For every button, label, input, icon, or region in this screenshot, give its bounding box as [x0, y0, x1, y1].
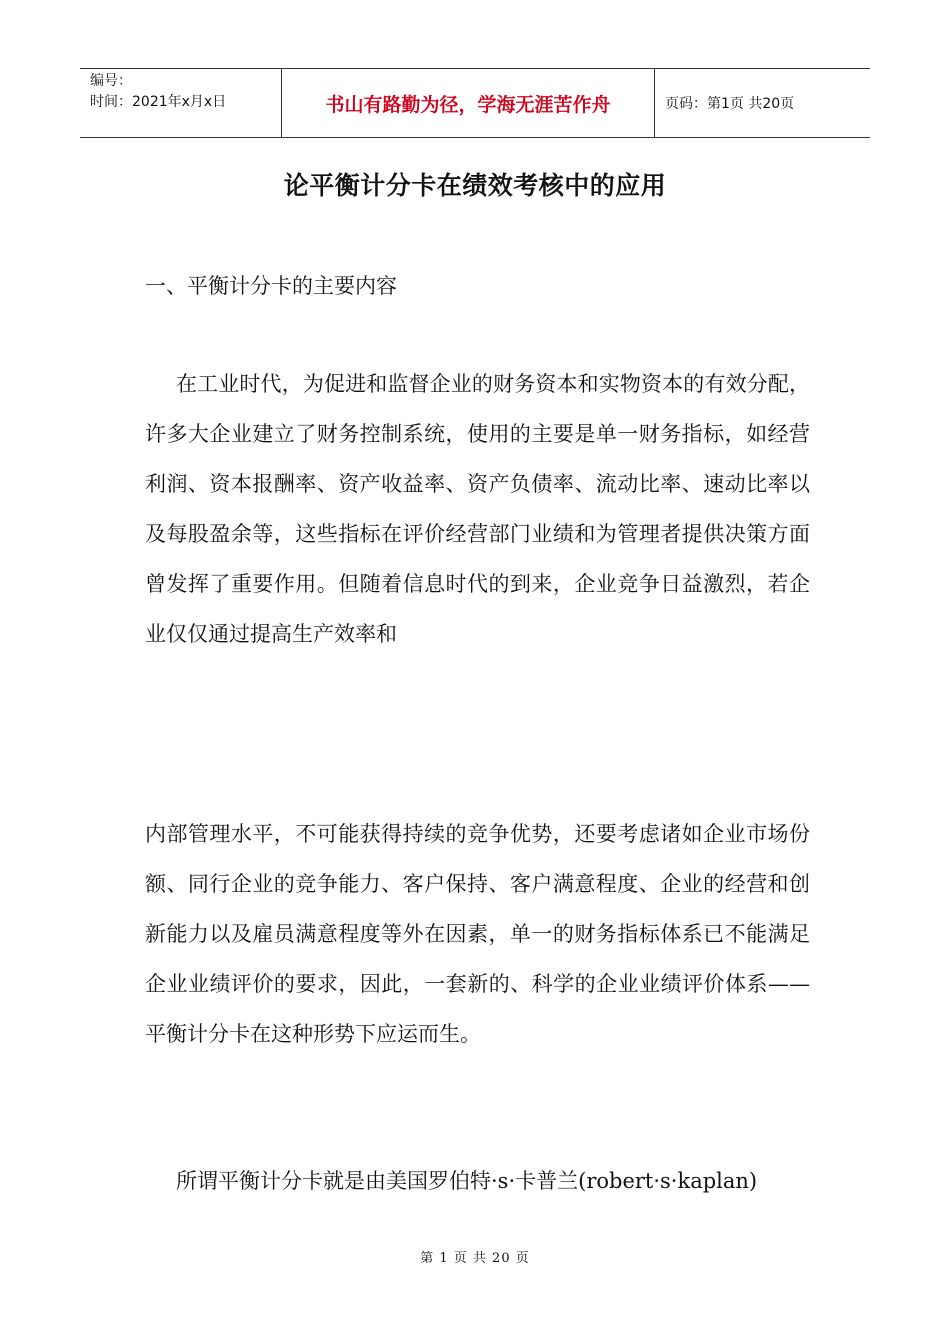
page-info-text: 页码：第1页 共20页 [665, 96, 795, 112]
paragraph-1: 在工业时代，为促进和监督企业的财务资本和实物资本的有效分配，许多大企业建立了财务控制系统，使用的主要是单一财务指标，如经营利润、资本报酬率、资产收益率、资产负债率、流动比率、速动比率以及每股盈余等，这些指标在评价经营部门业绩和为管理者提供决策方面曾发挥了重要作用。但随着信息时代的到来，企业竞争日益激烈，若企业仅仅通过提高生产效率和 [145, 372, 810, 646]
header-table [80, 68, 870, 138]
paragraph-2: 内部管理水平，不可能获得持续的竞争优势，还要考虑诸如企业市场份额、同行企业的竞争能力、客户保持、客户满意程度、企业的经营和创新能力以及雇员满意程度等外在因素，单一的财务指标体系已不能满足企业业绩评价的要求，因此，一套新的、科学的企业业绩评价体系——平衡计分卡在这种形势下应运而生。 [145, 822, 810, 1046]
page-footer: 第 1 页 共 20 页 [420, 1251, 530, 1266]
document-number-label: 编号： [90, 73, 132, 89]
document-title: 论平衡计分卡在绩效考核中的应用 [283, 171, 667, 200]
paragraph-3: 所谓平衡计分卡就是由美国罗伯特·s·卡普兰(robert·s·kaplan) [176, 1169, 758, 1193]
document-date: 时间：2021年x月x日 [90, 94, 227, 110]
section-heading: 一、平衡计分卡的主要内容 [145, 274, 397, 298]
motto-text: 书山有路勤为径，学海无涯苦作舟 [325, 93, 611, 116]
header-meta [80, 69, 281, 137]
header-page-info [655, 69, 870, 137]
header-motto [281, 69, 655, 137]
